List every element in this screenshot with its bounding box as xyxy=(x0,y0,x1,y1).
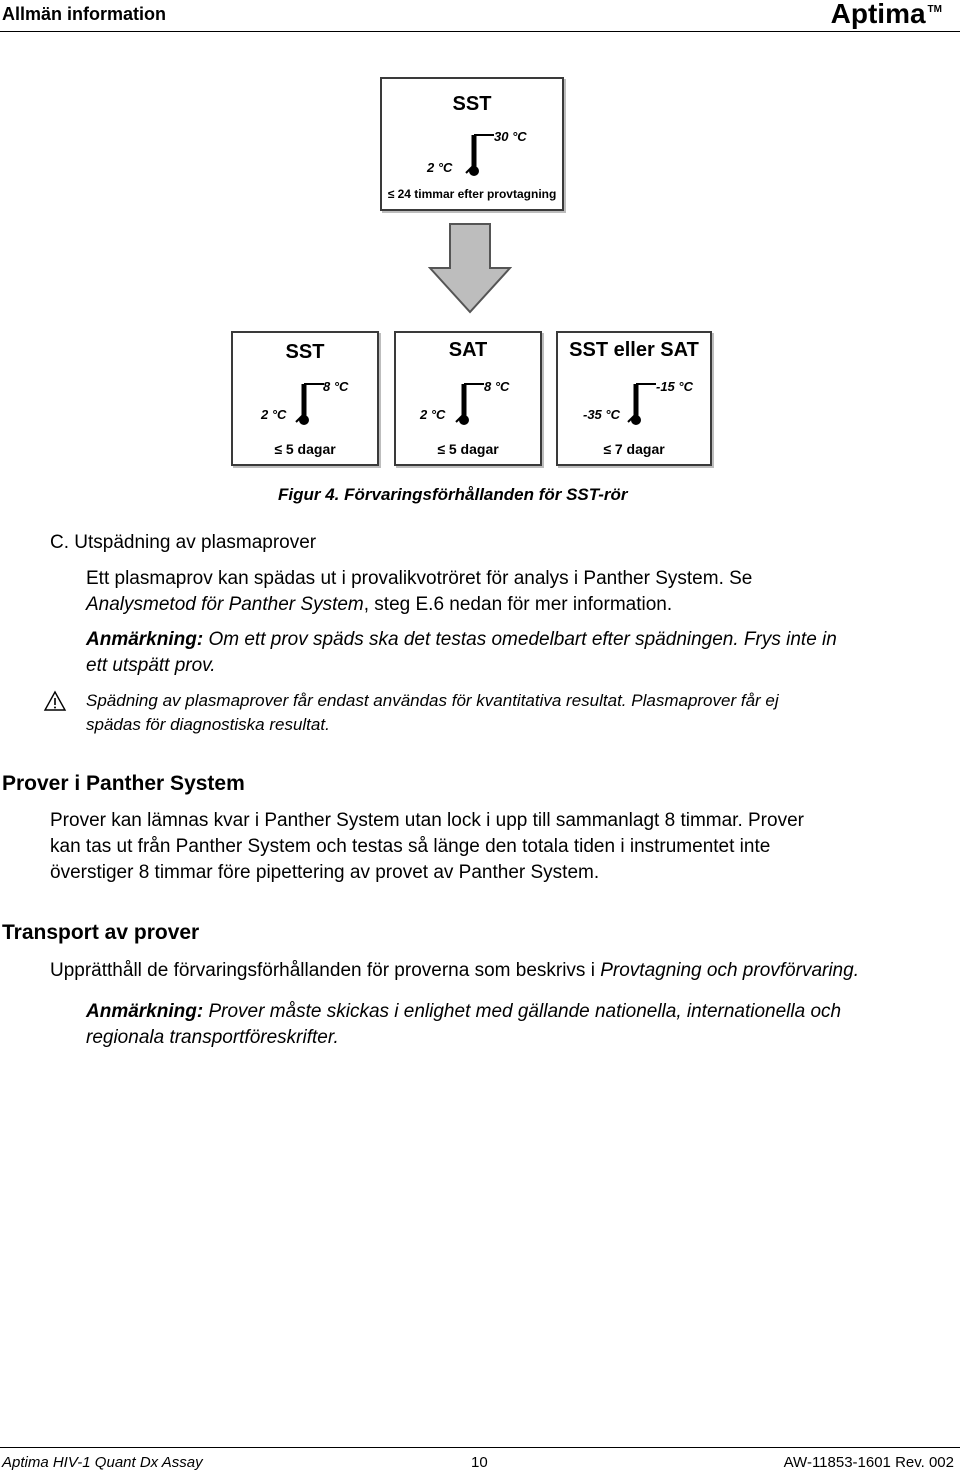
box-title: SST xyxy=(452,93,492,115)
note-label: Anmärkning: xyxy=(86,629,204,650)
thermometer-icon xyxy=(290,378,326,430)
note-text: Om ett prov späds ska det testas omedelbart efter spädningen. Frys inte in xyxy=(203,629,837,650)
duration-label: ≤ 5 dagar xyxy=(274,441,336,457)
box-title: SST eller SAT xyxy=(569,339,699,361)
trademark-mark: TM xyxy=(927,4,942,15)
duration-label: ≤ 5 dagar xyxy=(437,441,499,457)
footer-product: Aptima HIV-1 Quant Dx Assay xyxy=(2,1454,203,1471)
method-reference: Analysmetod för Panther System xyxy=(86,594,364,615)
storage-box-sst xyxy=(231,331,379,466)
section-c-note-line2: ett utspätt prov. xyxy=(86,655,216,676)
section-c-title: C. Utspädning av plasmaprover xyxy=(50,532,317,553)
section-prover-line3: överstiger 8 timmar före pipettering av provet av Panther System. xyxy=(50,862,600,883)
temp-low: 2 °C xyxy=(261,407,287,422)
method-reference-rest: , steg E.6 nedan för mer information. xyxy=(363,594,673,615)
section-transport-line1 xyxy=(50,958,859,984)
footer-doc-id: AW-11853-1601 Rev. 002 xyxy=(783,1454,954,1471)
thermometer-icon xyxy=(460,129,496,181)
section-c-note-line1 xyxy=(86,627,837,653)
storage-box-sst-or-sat xyxy=(556,331,712,466)
footer-page-number: 10 xyxy=(471,1454,488,1471)
warning-line2: spädas för diagnostiska resultat. xyxy=(86,715,330,734)
section-c-paragraph-line1: Ett plasmaprov kan spädas ut i provalikvotröret för analys i Panther System. Se xyxy=(86,568,753,589)
thermometer-icon xyxy=(450,378,486,430)
temp-low: -35 °C xyxy=(583,407,620,422)
brand-name: Aptima xyxy=(830,0,926,29)
duration-label: ≤ 24 timmar efter provtagning xyxy=(387,187,557,201)
storage-box-top xyxy=(380,77,564,211)
brand-logo xyxy=(831,0,942,30)
section-prover-heading: Prover i Panther System xyxy=(2,772,245,795)
temp-high: -15 °C xyxy=(656,379,693,394)
header-rule xyxy=(0,31,960,32)
thermometer-icon xyxy=(622,378,658,430)
storage-box-sat xyxy=(394,331,542,466)
temp-low: 2 °C xyxy=(420,407,446,422)
temp-high: 30 °C xyxy=(494,129,527,144)
duration-label: ≤ 7 dagar xyxy=(603,441,665,457)
storage-reference: Provtagning och provförvaring. xyxy=(600,960,859,981)
section-transport-heading: Transport av prover xyxy=(2,921,200,944)
warning-line1: Spädning av plasmaprover får endast användas för kvantitativa resultat. Plasmaprover får ej xyxy=(86,691,779,710)
temp-high: 8 °C xyxy=(323,379,349,394)
footer-rule xyxy=(0,1447,960,1448)
figure-caption: Figur 4. Förvaringsförhållanden för SST-rör xyxy=(278,485,628,504)
section-transport-note-line2: regionala transportföreskrifter. xyxy=(86,1027,339,1048)
note-text: Prover måste skickas i enlighet med gällande nationella, internationella och xyxy=(203,1001,842,1022)
down-arrow-icon xyxy=(428,222,512,314)
header-section-title: Allmän information xyxy=(2,4,167,24)
temp-low: 2 °C xyxy=(427,160,453,175)
warning-icon xyxy=(43,690,67,712)
box-title: SST xyxy=(285,341,325,363)
note-label: Anmärkning: xyxy=(86,1001,204,1022)
section-prover-line1: Prover kan lämnas kvar i Panther System utan lock i upp till sammanlagt 8 timmar. Prover xyxy=(50,810,804,831)
temp-high: 8 °C xyxy=(484,379,510,394)
box-title: SAT xyxy=(448,339,488,361)
section-transport-note-line1 xyxy=(86,999,841,1025)
transport-text: Upprätthåll de förvaringsförhållanden för proverna som beskrivs i xyxy=(50,960,601,981)
section-prover-line2: kan tas ut från Panther System och testas så länge den totala tiden i instrumentet inte xyxy=(50,836,771,857)
section-c-paragraph-line2 xyxy=(86,592,672,618)
